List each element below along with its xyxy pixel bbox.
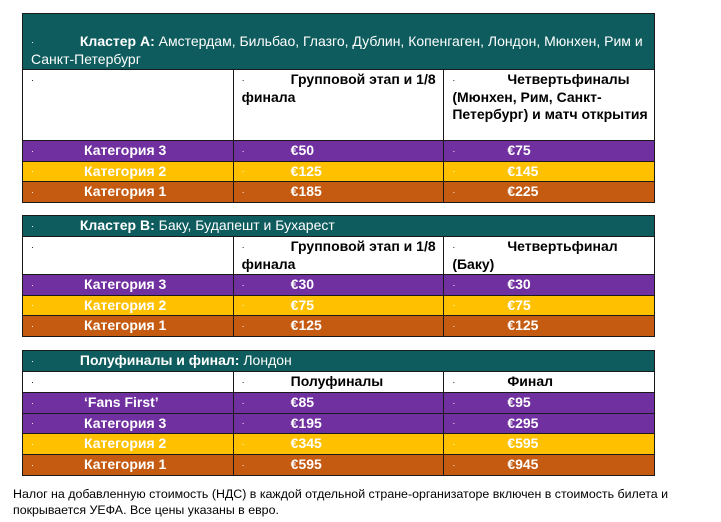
- price-cell: [444, 182, 655, 203]
- cluster-a-table: [22, 13, 655, 203]
- price-row: [23, 455, 655, 476]
- cluster-a-col3-header: Четвертьфиналы (Мюнхен, Рим, Санкт-Петербург) и матч открытия: [452, 70, 648, 122]
- price-value: €195: [290, 414, 322, 431]
- cluster-b-corner-cell: [23, 237, 234, 275]
- cluster-b-header-row: [23, 216, 655, 237]
- finals-column-headers: [23, 372, 655, 393]
- bullet-icon: ·: [241, 166, 245, 177]
- category-label: Категория 1: [84, 456, 167, 473]
- cluster-a-title-bold: Кластер A:: [79, 33, 155, 49]
- bullet-icon: ·: [452, 321, 456, 332]
- price-cell: [233, 274, 444, 295]
- bullet-icon: ·: [31, 279, 34, 290]
- price-value: €125: [290, 317, 322, 334]
- finals-col3-header: Финал: [507, 373, 554, 389]
- price-row: [23, 274, 655, 295]
- category-label: Категория 2: [84, 435, 167, 452]
- category-cell: [23, 316, 234, 337]
- bullet-icon: ·: [452, 279, 456, 290]
- bullet-icon: ·: [452, 145, 456, 156]
- bullet-icon: ·: [31, 418, 34, 429]
- bullet-icon: ·: [241, 241, 245, 252]
- price-cell: [233, 182, 444, 203]
- bullet-icon: ·: [452, 187, 456, 198]
- price-value: €30: [507, 275, 531, 292]
- category-label: Категория 3: [84, 141, 167, 158]
- cluster-b-col3-header-cell: [444, 237, 655, 275]
- bullet-icon: ·: [241, 279, 245, 290]
- bullet-icon: ·: [452, 74, 456, 85]
- category-cell: [23, 274, 234, 295]
- finals-col3-header-cell: [444, 372, 655, 393]
- category-cell: [23, 182, 234, 203]
- price-cell: [233, 455, 444, 476]
- price-cell: [233, 161, 444, 182]
- cluster-a-corner-cell: [23, 69, 234, 140]
- price-row: [23, 161, 655, 182]
- vat-footnote: Налог на добавленную стоимость (НДС) в каждой отдельной стране-организаторе включен в стоимость билета и покрывается УЕФА. Все цены указаны в евро.: [13, 487, 668, 517]
- price-cell: [444, 434, 655, 455]
- category-cell: [23, 161, 234, 182]
- category-label: Категория 2: [84, 296, 167, 313]
- price-value: €145: [507, 162, 539, 179]
- price-value: €75: [507, 296, 531, 313]
- price-cell: [233, 434, 444, 455]
- price-value: €125: [290, 162, 322, 179]
- bullet-icon: ·: [241, 459, 245, 470]
- finals-table: [22, 350, 655, 476]
- bullet-icon: ·: [452, 397, 456, 408]
- cluster-a-title-rest: Амстердам, Бильбао, Глазго, Дублин, Копенгаген, Лондон, Мюнхен, Рим и Санкт-Петербург: [31, 33, 643, 67]
- bullet-icon: ·: [31, 355, 34, 366]
- finals-header-row: [23, 351, 655, 372]
- bullet-icon: ·: [31, 321, 34, 332]
- price-row: [23, 413, 655, 434]
- cluster-a-column-headers: [23, 69, 655, 140]
- bullet-icon: ·: [452, 376, 456, 387]
- finals-title-bold: Полуфиналы и финал:: [79, 352, 240, 368]
- bullet-icon: ·: [31, 241, 34, 252]
- finals-corner-cell: [23, 372, 234, 393]
- cluster-a-title-cell: [23, 14, 655, 70]
- cluster-b-title-cell: [23, 216, 655, 237]
- price-value: €125: [507, 317, 539, 334]
- cluster-b-column-headers: [23, 237, 655, 275]
- price-row: [23, 316, 655, 337]
- price-value: €30: [290, 275, 315, 292]
- price-cell: [444, 316, 655, 337]
- bullet-icon: ·: [31, 300, 34, 311]
- price-value: €225: [507, 183, 539, 200]
- bullet-icon: ·: [452, 166, 456, 177]
- price-value: €345: [290, 435, 322, 452]
- cluster-b-table: [22, 215, 655, 337]
- bullet-icon: ·: [452, 300, 456, 311]
- category-cell: [23, 413, 234, 434]
- bullet-icon: ·: [241, 321, 245, 332]
- bullet-icon: ·: [241, 397, 245, 408]
- bullet-icon: ·: [31, 439, 34, 450]
- bullet-icon: ·: [31, 166, 34, 177]
- bullet-icon: ·: [241, 376, 245, 387]
- price-value: €595: [290, 456, 322, 473]
- bullet-icon: ·: [241, 439, 245, 450]
- price-cell: [444, 455, 655, 476]
- price-value: €85: [290, 393, 315, 410]
- bullet-icon: ·: [241, 418, 245, 429]
- bullet-icon: ·: [31, 376, 34, 387]
- category-cell: [23, 295, 234, 316]
- cluster-b-col2-header-cell: [233, 237, 444, 275]
- cluster-a-col3-header-cell: [444, 69, 655, 140]
- cluster-a-header-row: [23, 14, 655, 70]
- cluster-b-col3-header: Четвертьфинал (Баку): [452, 238, 618, 272]
- price-cell: [233, 316, 444, 337]
- cluster-b-col2-header: Групповой этап и 1/8 финала: [241, 238, 436, 272]
- category-label: Категория 2: [84, 162, 167, 179]
- price-cell: [444, 392, 655, 413]
- price-value: €75: [290, 296, 315, 313]
- price-value: €75: [507, 141, 531, 158]
- price-value: €295: [507, 414, 539, 431]
- price-row: [23, 182, 655, 203]
- cluster-b-title-bold: Кластер B:: [79, 217, 155, 233]
- price-value: €945: [507, 456, 539, 473]
- price-value: €185: [290, 183, 322, 200]
- price-cell: [233, 140, 444, 161]
- bullet-icon: ·: [31, 36, 34, 47]
- bullet-icon: ·: [452, 418, 456, 429]
- price-row: [23, 392, 655, 413]
- category-label: ‘Fans First’: [84, 393, 159, 410]
- finals-title-rest: Лондон: [239, 352, 292, 368]
- price-cell: [233, 295, 444, 316]
- price-cell: [233, 392, 444, 413]
- category-cell: [23, 434, 234, 455]
- finals-col2-header: Полуфиналы: [290, 373, 384, 389]
- price-cell: [444, 295, 655, 316]
- price-cell: [444, 413, 655, 434]
- price-row: [23, 434, 655, 455]
- bullet-icon: ·: [452, 459, 456, 470]
- category-cell: [23, 455, 234, 476]
- category-label: Категория 3: [84, 414, 167, 431]
- bullet-icon: ·: [31, 74, 34, 85]
- bullet-icon: ·: [452, 241, 456, 252]
- price-cell: [444, 140, 655, 161]
- price-row: [23, 295, 655, 316]
- price-value: €95: [507, 393, 531, 410]
- price-row: [23, 140, 655, 161]
- cluster-a-col2-header: Групповой этап и 1/8 финала: [241, 70, 436, 105]
- price-value: €595: [507, 435, 539, 452]
- price-cell: [444, 274, 655, 295]
- bullet-icon: ·: [241, 145, 245, 156]
- finals-col2-header-cell: [233, 372, 444, 393]
- category-cell: [23, 140, 234, 161]
- category-label: Категория 3: [84, 275, 167, 292]
- category-cell: [23, 392, 234, 413]
- bullet-icon: ·: [31, 145, 34, 156]
- finals-title-cell: [23, 351, 655, 372]
- bullet-icon: ·: [31, 220, 34, 231]
- bullet-icon: ·: [452, 439, 456, 450]
- bullet-icon: ·: [241, 300, 245, 311]
- category-label: Категория 1: [84, 317, 167, 334]
- bullet-icon: ·: [241, 74, 245, 85]
- price-cell: [233, 413, 444, 434]
- price-cell: [444, 161, 655, 182]
- bullet-icon: ·: [31, 397, 34, 408]
- price-value: €50: [290, 141, 315, 158]
- bullet-icon: ·: [241, 187, 245, 198]
- cluster-b-title-rest: Баку, Будапешт и Бухарест: [154, 217, 335, 233]
- bullet-icon: ·: [31, 187, 34, 198]
- cluster-a-col2-header-cell: [233, 69, 444, 140]
- bullet-icon: ·: [31, 459, 34, 470]
- category-label: Категория 1: [84, 183, 167, 200]
